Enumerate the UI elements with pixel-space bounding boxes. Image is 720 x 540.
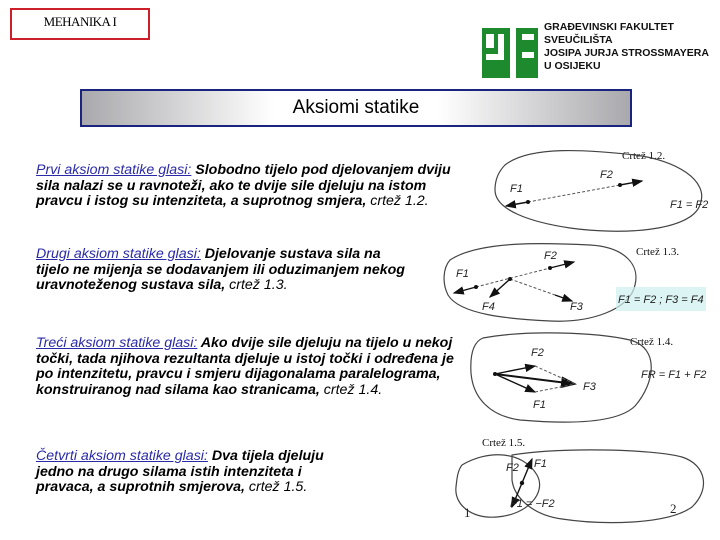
contact-point: [520, 481, 524, 485]
force-arrow: [506, 202, 528, 206]
force-label: F2: [600, 169, 613, 181]
force-label: F1: [533, 399, 546, 411]
force-arrow: [550, 262, 574, 268]
application-point: [526, 200, 530, 204]
figure-caption: Crtež 1.2.: [622, 150, 666, 162]
faculty-logo: [482, 28, 538, 78]
axiom-lead: Četvrti aksiom statike glasi:: [36, 448, 208, 464]
axiom-body: Dva tijela djeluju jedno na drugo silama istih intenziteta i pravaca, a suprotnih smjerova,: [36, 448, 324, 495]
force-arrow: [454, 287, 476, 293]
force-label: F3: [583, 381, 596, 393]
force-label: F1: [456, 268, 469, 280]
force-label: F3: [570, 301, 583, 313]
application-point: [508, 277, 512, 281]
figure-1-5: [452, 445, 717, 535]
course-label: MEHANIKA I: [10, 8, 150, 40]
application-point: [618, 183, 622, 187]
application-point: [474, 285, 478, 289]
body-number: 1: [464, 505, 471, 520]
axiom-lead: Prvi aksiom statike glasi:: [36, 162, 192, 178]
faculty-line: SVEUČILIŠTA: [544, 34, 613, 46]
figure-1-3: [440, 235, 715, 330]
axiom-ref: crtež 1.3.: [225, 277, 288, 293]
axiom-ref: crtež 1.5.: [244, 479, 308, 495]
application-point: [548, 266, 552, 270]
force-label: F2: [506, 462, 519, 474]
line-of-action: [476, 268, 550, 287]
body-outline: [471, 333, 651, 422]
axiom-1: [36, 163, 466, 210]
page-title: Aksiomi statike: [292, 97, 420, 118]
force-arrow: [522, 459, 532, 483]
body-outline: [444, 244, 636, 322]
body-outline: [495, 151, 702, 232]
figure-1-4: [465, 328, 715, 428]
axiom-body: Ako dvije sile djeluju na tijelo u nekoj točki, tada njihova rezultanta djeluje u istoj točki i određena je po intenzitetu, pravcu i smjeru dijagonalama paralelograma, konstruiranog nad silama kao stranicama,: [36, 335, 454, 398]
axiom-body: Djelovanje sustava sila na tijelo ne mijenja se dodavanjem ili oduzimanjem nekog uravnoteženog sustava sila,: [36, 246, 405, 293]
faculty-line: U OSIJEKU: [544, 60, 601, 72]
force-arrow: [495, 366, 535, 374]
figure-caption: Crtež 1.4.: [630, 336, 674, 348]
axiom-body: Slobodno tijelo pod djelovanjem dviju sila nalazi se u ravnoteži, ako te dvije sile djeluju na istom pravcu i istog su intenziteta, a suprotnog smjera,: [36, 162, 451, 209]
axiom-2: [36, 247, 416, 294]
figure-caption: Crtež 1.5.: [482, 437, 526, 449]
axiom-ref: crtež 1.4.: [319, 381, 383, 398]
title-bar: [80, 89, 632, 127]
line-of-action: [510, 279, 555, 295]
force-arrow: [620, 181, 642, 185]
line-of-action: [528, 185, 620, 202]
figure-1-2: [470, 140, 715, 240]
axiom-4: [36, 449, 361, 496]
equation: FR = F1 + F2: [641, 369, 707, 381]
force-label: F1: [534, 458, 547, 470]
force-label: F2: [544, 250, 557, 262]
force-label: F2: [531, 347, 544, 359]
figure-caption: Crtež 1.3.: [636, 246, 680, 258]
equation: F1 = F2: [670, 199, 709, 211]
application-point: [493, 372, 497, 376]
axiom-ref: crtež 1.2.: [366, 193, 429, 209]
faculty-line: JOSIPA JURJA STROSSMAYERA: [544, 47, 709, 59]
body-number: 2: [670, 501, 677, 516]
axiom-lead: Treći aksiom statike glasi:: [36, 335, 198, 351]
axiom-3: [36, 336, 461, 398]
equation: F1 = F2 ; F3 = F4: [618, 294, 704, 306]
force-arrow: [490, 279, 510, 297]
faculty-name: [544, 21, 709, 73]
force-label: F4: [482, 301, 495, 313]
equation: F1 = −F2: [510, 498, 555, 510]
force-label: F1: [510, 183, 523, 195]
axiom-lead: Drugi aksiom statike glasi:: [36, 246, 201, 262]
faculty-line: GRAĐEVINSKI FAKULTET: [544, 21, 674, 33]
parallelogram-side: [535, 384, 575, 392]
